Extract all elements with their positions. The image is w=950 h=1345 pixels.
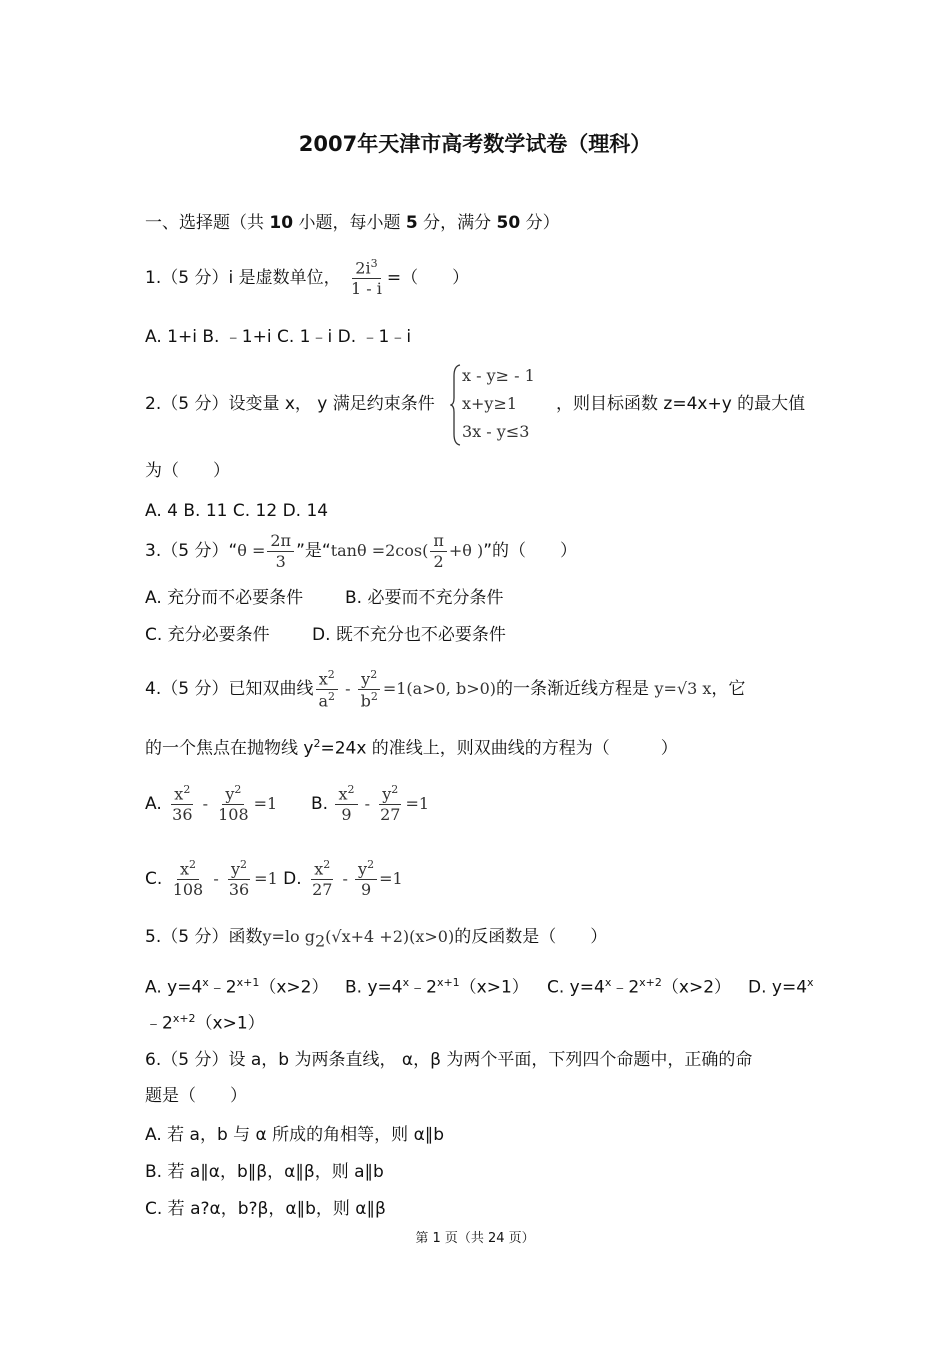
question-4: 4.（5 分）已知双曲线 $\frac{x^2}{a^2}$ - $\frac{y^2}{b^2}$ =1(a>0, b>0)的一条渐近线方程是 y=√3 x，它 bbox=[145, 667, 746, 710]
section-heading: 一、选择题（共 10 小题，每小题 5 分，满分 50 分） bbox=[145, 213, 560, 233]
q4-line2: 的一个焦点在抛物线 $y^2=24x$ 的准线上，则双曲线的方程为（ ） bbox=[145, 737, 678, 759]
q5-option-d-end: $﹣2^{x+2}(x>1)$ bbox=[145, 1012, 265, 1034]
q2-options: A. 4 B. 11 C. 12 D. 14 bbox=[145, 501, 329, 521]
q5-option-b: B. $y=4^x﹣2^{x+1}(x>1)$ bbox=[345, 976, 529, 998]
q2-tail: ，则目标函数 z=4x+y 的最大值 bbox=[556, 394, 806, 414]
question-6-line2: 题是（ ） bbox=[145, 1086, 247, 1106]
q5-option-a: A. $y=4^x﹣2^{x+1}(x>2)$ bbox=[145, 976, 329, 998]
page-footer: 第 1 页（共 24 页） bbox=[415, 1231, 535, 1246]
q3-option-b: B. 必要而不充分条件 bbox=[345, 588, 504, 608]
q2-tail2: 为（ ） bbox=[145, 461, 230, 481]
q4-option-a: A. $\frac{x^2}{36}$ - $\frac{y^2}{108}$ =1 bbox=[145, 783, 278, 825]
q2-brace bbox=[450, 364, 462, 446]
q3-option-a: A. 充分而不必要条件 bbox=[145, 588, 304, 608]
q6-option-a: A. 若 a，b 与 α 所成的角相等，则 α∥b bbox=[145, 1125, 445, 1145]
q4-option-c: C. $\frac{x^2}{108}$ - $\frac{y^2}{36}$ =1 D. $\frac{x^2}{27}$ - $\frac{y^2}{9}$ =1 bbox=[145, 858, 403, 900]
q1-fraction: $\frac{2i^3}{1 - i}$ bbox=[350, 257, 382, 299]
q6-option-b: B. 若 a∥α，b∥β，α∥β，则 a∥b bbox=[145, 1162, 384, 1182]
q4-option-b: B. $\frac{x^2}{9}$ - $\frac{y^2}{27}$ =1 bbox=[311, 783, 430, 825]
q5-option-d-start: D. $y=4^x$ bbox=[748, 976, 814, 998]
q3-option-c: C. 充分必要条件 bbox=[145, 625, 270, 645]
question-2-stem: 2.（5 分）设变量 x， y 满足约束条件 bbox=[145, 394, 435, 414]
q2-constraints: x - y≥ - 1 x+y≥1 3x - y≤3 bbox=[462, 366, 535, 441]
question-5: 5.（5 分）函数y=lo $g_2(√x+4 +2)(x>0)$的反函数是（ ） bbox=[145, 927, 608, 951]
q5-option-c: C. $y=4^x﹣2^{x+2}(x>2)$ bbox=[547, 976, 732, 998]
q3-option-d: D. 既不充分也不必要条件 bbox=[312, 625, 506, 645]
q6-option-c: C. 若 a?α，b?β，α∥b，则 α∥β bbox=[145, 1199, 386, 1219]
q1-options: A. 1+i B. ﹣1+i C. 1﹣i D. ﹣1﹣i bbox=[145, 327, 412, 347]
question-3: 3.（5 分）“θ = $\frac{2\pi}{3}$ ”是“tanθ =2cos( $\frac{\pi}{2}$ +θ )”的（ ） bbox=[145, 530, 578, 571]
page-title: 2007年天津市高考数学试卷（理科） bbox=[298, 132, 652, 156]
question-6: 6.（5 分）设 a，b 为两条直线， α，β 为两个平面，下列四个命题中，正确的命 bbox=[145, 1050, 753, 1070]
question-1: 1.（5 分）i 是虚数单位， $\frac{2i^3}{1 - i}$ =（ ） bbox=[145, 257, 470, 299]
